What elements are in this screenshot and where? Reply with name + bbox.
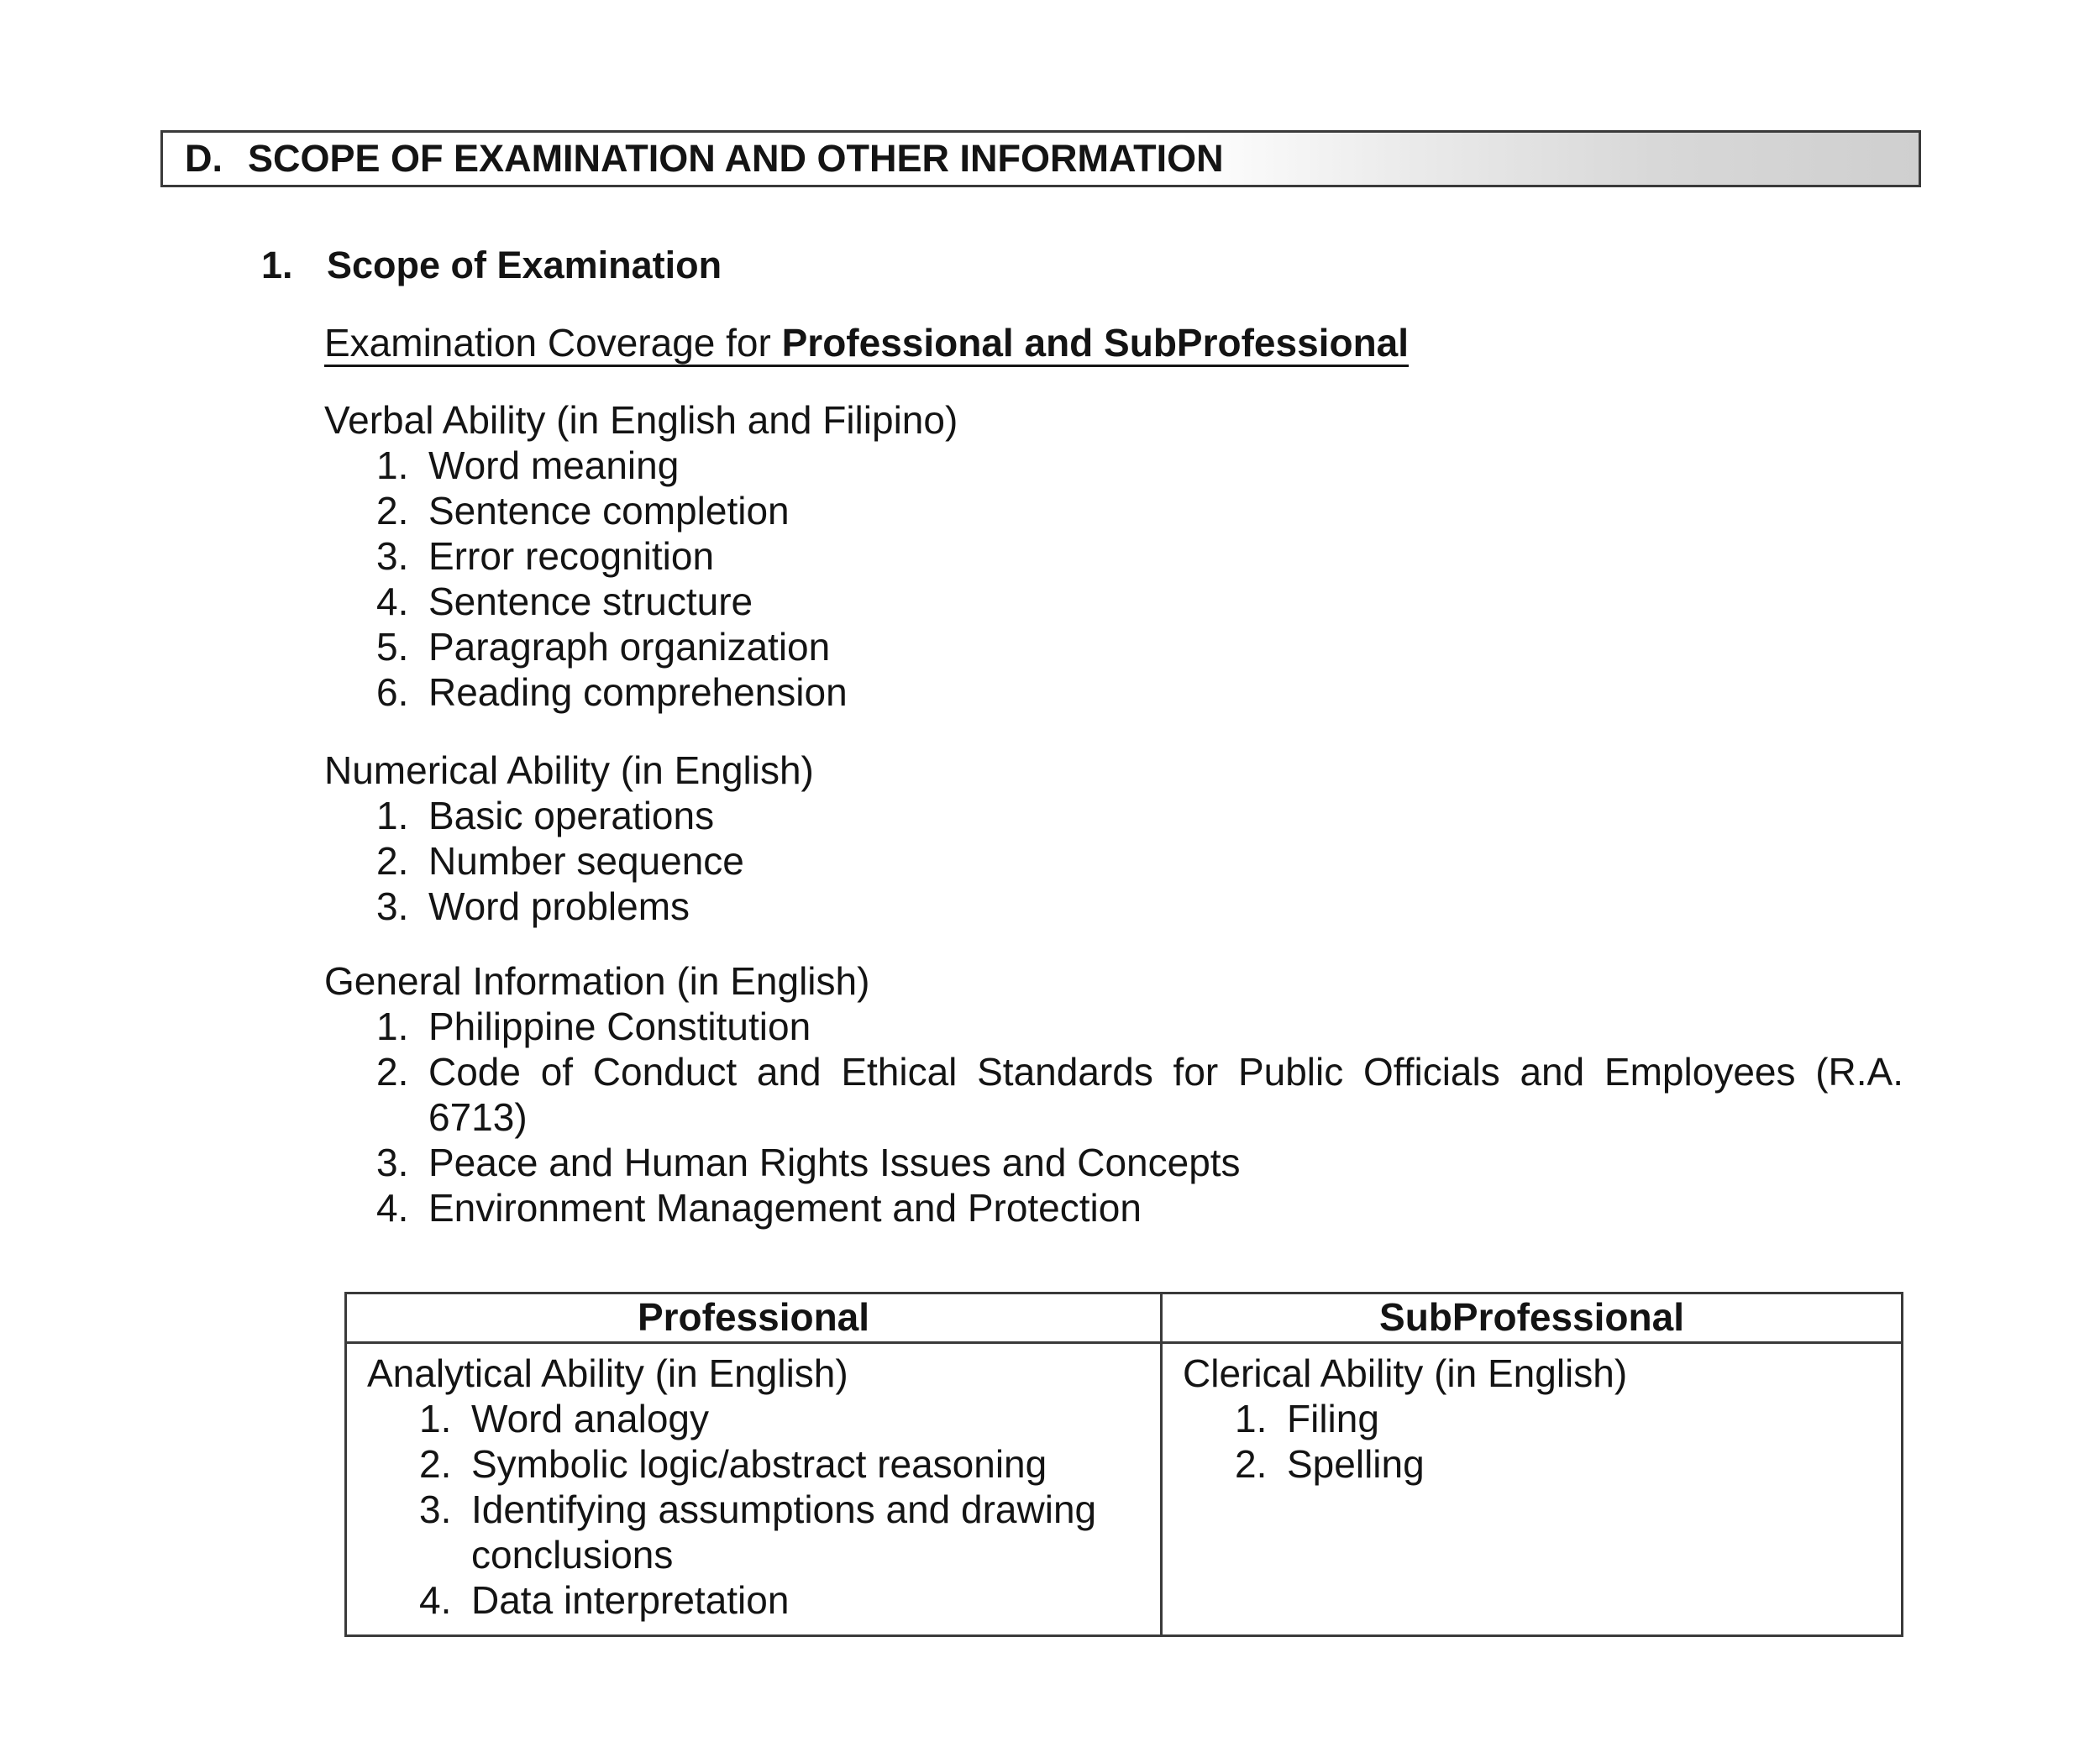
table-row [346, 1343, 1903, 1636]
list-item-text: Data interpretation [471, 1578, 790, 1622]
list-item-text: Code of Conduct and Ethical Standards for Public Officials and Employees (R.A. 6713) [428, 1050, 1903, 1139]
list-item-number: 3. [376, 534, 409, 578]
verbal-ability-block [324, 397, 958, 715]
verbal-ability-heading: Verbal Ability (in English and Filipino) [324, 398, 958, 442]
header-professional: Professional [346, 1293, 1162, 1343]
coverage-bold: Professional and SubProfessional [781, 321, 1410, 365]
list-item [324, 579, 958, 624]
list-item-text: Spelling [1287, 1442, 1425, 1486]
list-item-text: Filing [1287, 1397, 1379, 1440]
list-item-text: Word analogy [471, 1397, 709, 1440]
list-item [367, 1441, 1140, 1487]
list-item-number: 5. [376, 625, 409, 669]
list-item [367, 1577, 1140, 1623]
list-item-number: 6. [376, 670, 409, 714]
list-item [324, 443, 958, 488]
subprofessional-cell [1162, 1343, 1903, 1636]
list-item-number: 1. [1235, 1397, 1268, 1440]
numerical-ability-list [324, 793, 814, 929]
list-item-text: Environment Management and Protection [428, 1186, 1142, 1230]
list-item [367, 1487, 1140, 1577]
coverage-prefix: Examination Coverage for [324, 321, 782, 365]
list-item [324, 1004, 1903, 1049]
general-information-list [324, 1004, 1903, 1230]
list-item [1183, 1396, 1881, 1441]
section-title: SCOPE OF EXAMINATION AND OTHER INFORMATION [248, 137, 1224, 180]
list-item [324, 488, 958, 533]
list-item [324, 669, 958, 715]
list-item-number: 1. [376, 1005, 409, 1048]
list-item-text: Word meaning [428, 443, 680, 487]
list-item-text: Peace and Human Rights Issues and Concepts [428, 1141, 1241, 1184]
exam-level-table [344, 1292, 1903, 1637]
list-item-text: Symbolic logic/abstract reasoning [471, 1442, 1047, 1486]
list-item-number: 3. [376, 884, 409, 928]
section-letter: D. [185, 137, 223, 180]
list-item [324, 624, 958, 669]
list-item [324, 1185, 1903, 1230]
list-item-number: 2. [1235, 1442, 1268, 1486]
list-item-text: Number sequence [428, 839, 744, 883]
list-item-number: 2. [419, 1442, 452, 1486]
list-item-text: Basic operations [428, 794, 715, 837]
list-item [324, 838, 814, 884]
list-item-text: Paragraph organization [428, 625, 831, 669]
list-item [1183, 1441, 1881, 1487]
list-item-number: 4. [419, 1578, 452, 1622]
list-item [324, 533, 958, 579]
analytical-ability-list [367, 1396, 1140, 1623]
list-item-text: Word problems [428, 884, 690, 928]
list-item [324, 793, 814, 838]
list-item-number: 1. [376, 443, 409, 487]
verbal-ability-list [324, 443, 958, 715]
list-item-number: 1. [419, 1397, 452, 1440]
numerical-ability-block [324, 748, 814, 929]
list-item-number: 4. [376, 580, 409, 623]
list-item [324, 1140, 1903, 1185]
list-item-number: 3. [376, 1141, 409, 1184]
list-item [324, 884, 814, 929]
general-information-heading: General Information (in English) [324, 959, 870, 1003]
list-item-text: Philippine Constitution [428, 1005, 811, 1048]
list-item-number: 3. [419, 1488, 452, 1531]
list-item-number: 4. [376, 1186, 409, 1230]
list-item [367, 1396, 1140, 1441]
section-header [160, 130, 1921, 187]
header-subprofessional: SubProfessional [1162, 1293, 1903, 1343]
professional-cell [346, 1343, 1162, 1636]
list-item-number: 1. [376, 794, 409, 837]
list-item-text: Reading comprehension [428, 670, 848, 714]
table-header-row [346, 1293, 1903, 1343]
subsection-number: 1. [261, 244, 293, 286]
list-item-text: Identifying assumptions and drawing conclusions [471, 1488, 1097, 1577]
list-item-text: Sentence structure [428, 580, 753, 623]
list-item-number: 2. [376, 489, 409, 533]
list-item-text: Sentence completion [428, 489, 790, 533]
general-information-block [324, 958, 1903, 1230]
list-item-text: Error recognition [428, 534, 715, 578]
analytical-ability-heading: Analytical Ability (in English) [367, 1351, 848, 1395]
list-item [324, 1049, 1903, 1140]
subsection-title: Scope of Examination [327, 244, 722, 286]
clerical-ability-heading: Clerical Ability (in English) [1183, 1351, 1628, 1395]
clerical-ability-list [1183, 1396, 1881, 1487]
list-item-number: 2. [376, 1050, 409, 1094]
coverage-heading [324, 321, 1409, 367]
numerical-ability-heading: Numerical Ability (in English) [324, 748, 814, 792]
subsection-heading [261, 244, 722, 287]
list-item-number: 2. [376, 839, 409, 883]
